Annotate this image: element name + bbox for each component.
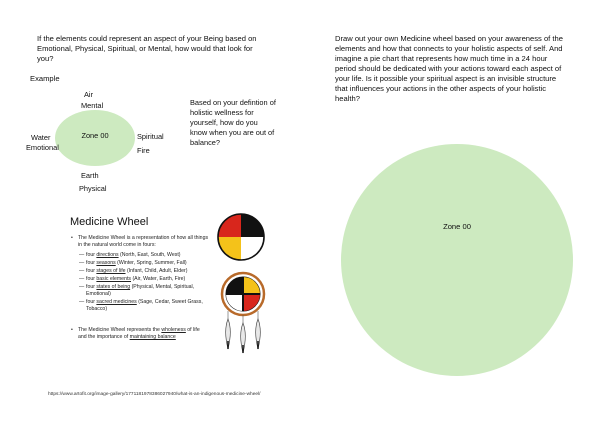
left-question: If the elements could represent an aspect of your Being based on Emotional, Physical, Spiritual, or Mental, how would that look for you? <box>37 34 257 63</box>
medicine-wheel-circle-icon <box>218 214 264 260</box>
item-detail: (Sage, Cedar, Sweet Grass, Tobacco) <box>86 298 203 312</box>
item-prefix: four <box>86 252 97 258</box>
water-label: Water <box>31 133 51 142</box>
physical-label: Physical <box>79 184 107 193</box>
medicine-wheel-closing <box>71 327 206 341</box>
item-detail: (Winter, Spring, Summer, Fall) <box>115 259 187 266</box>
item-detail: (Physical, Mental, Spiritual, Emotional) <box>86 283 195 297</box>
item-prefix: four <box>86 283 97 290</box>
list-item <box>79 252 214 259</box>
bullet-icon: • <box>71 327 73 333</box>
item-detail: (Infant, Child, Adult, Elder) <box>125 267 188 274</box>
medicine-wheel-list <box>79 252 214 314</box>
dash-icon: — <box>79 252 85 258</box>
item-prefix: four <box>86 298 97 305</box>
list-item <box>79 267 214 275</box>
item-prefix: four <box>86 259 97 266</box>
drawing-zone-label: Zone 00 <box>443 222 471 231</box>
earth-label: Earth <box>81 171 99 180</box>
balance-question: Based on your defintion of holistic wellness for yourself, how do you know when you are out of balance? <box>190 98 276 147</box>
air-label: Air <box>84 90 94 99</box>
item-term: stages of life <box>96 267 126 274</box>
item-prefix: four <box>86 275 97 282</box>
dash-icon: — <box>79 275 85 282</box>
list-item <box>79 259 214 267</box>
dreamcatcher-wheel-icon <box>222 273 264 353</box>
dash-icon: — <box>79 298 85 305</box>
medicine-wheel-intro <box>71 235 210 249</box>
bullet-icon: • <box>71 235 73 241</box>
closing-text-mid: of life and the importance of <box>78 327 200 340</box>
item-detail: (North, East, South, West) <box>118 252 181 258</box>
item-term: directions <box>96 252 119 258</box>
list-item <box>79 298 214 313</box>
source-link[interactable]: https://www.artofit.org/image-gallery/1771181978386027940/what-is-an-indigenous-medicine-wheel/ <box>48 392 261 397</box>
item-term: sacred medicines <box>96 298 137 305</box>
item-prefix: four <box>86 267 97 274</box>
mental-label: Mental <box>81 101 104 110</box>
emotional-label: Emotional <box>26 143 59 152</box>
dash-icon: — <box>79 267 85 274</box>
drawing-zone-circle[interactable] <box>341 144 573 376</box>
example-label: Example <box>30 74 60 83</box>
list-item <box>79 283 214 298</box>
item-detail: (Air, Water, Earth, Fire) <box>131 275 186 282</box>
fire-label: Fire <box>137 146 150 155</box>
medicine-wheel-illustration <box>216 211 270 355</box>
list-item <box>79 275 214 283</box>
example-zone-label: Zone 00 <box>81 131 109 140</box>
dash-icon: — <box>79 259 85 266</box>
item-term: seasons <box>96 259 116 266</box>
intro-text: The Medicine Wheel is a representation of how all things in the natural world come in fours: <box>78 235 209 248</box>
item-term: states of being <box>96 283 131 290</box>
closing-term-balance: maintaining balance <box>129 333 176 340</box>
dash-icon: — <box>79 283 85 290</box>
closing-term-wholeness: wholeness <box>161 327 186 333</box>
spiritual-label: Spiritual <box>137 132 164 141</box>
item-term: basic elements <box>96 275 131 282</box>
closing-text: The Medicine Wheel represents the <box>78 327 162 333</box>
right-instructions: Draw out your own Medicine wheel based on your awareness of the elements and how that connects to your holistic aspects of self. And imagine a pie chart that represents how much time in a 24 hour period should be dedicated with your actions toward each aspect of your life. Is it possible your spiritual aspect is an invisible structure that influences your actions in the other aspects of your holistic health? <box>335 34 563 103</box>
medicine-wheel-title: Medicine Wheel <box>70 216 149 228</box>
